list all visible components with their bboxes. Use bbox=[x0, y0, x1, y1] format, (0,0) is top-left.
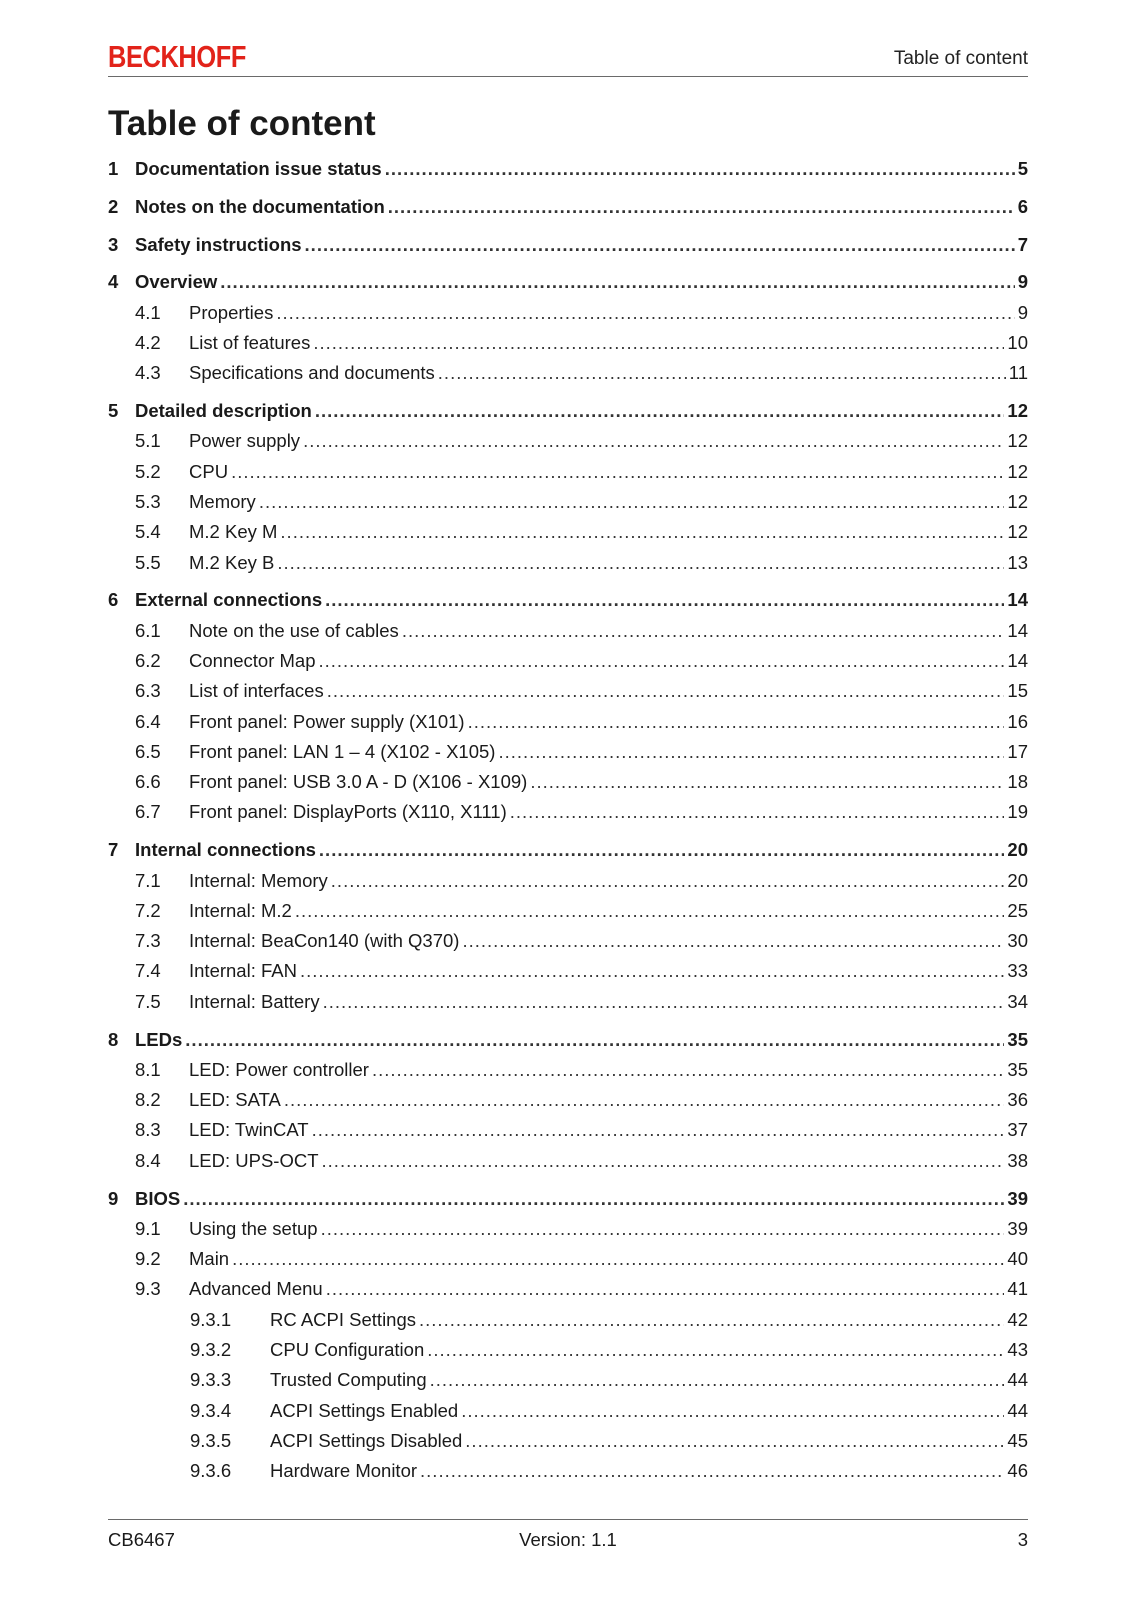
toc-leader-dots bbox=[498, 741, 1004, 763]
toc-entry-page: 35 bbox=[1007, 1028, 1028, 1050]
toc-leader-dots bbox=[465, 1430, 1004, 1452]
toc-entry-page: 17 bbox=[1007, 740, 1028, 762]
toc-entry-page: 39 bbox=[1007, 1217, 1028, 1239]
toc-leader-dots bbox=[427, 1339, 1004, 1361]
toc-entry[interactable] bbox=[108, 680, 1028, 710]
toc-leader-dots bbox=[280, 521, 1004, 543]
toc-entry-number: 9.3.3 bbox=[190, 1369, 232, 1391]
toc-entry[interactable] bbox=[108, 234, 1028, 264]
toc-entry[interactable] bbox=[108, 430, 1028, 460]
toc-entry-page: 36 bbox=[1007, 1089, 1028, 1111]
toc-leader-dots bbox=[183, 1188, 1004, 1210]
footer-version: Version: 1.1 bbox=[519, 1529, 617, 1550]
toc-entry-page: 12 bbox=[1007, 430, 1028, 452]
toc-leader-dots bbox=[315, 400, 1005, 422]
toc-entry[interactable] bbox=[108, 302, 1028, 332]
toc-entry[interactable] bbox=[108, 1339, 1028, 1369]
toc-leader-dots bbox=[319, 839, 1005, 861]
toc-entry-title: Properties bbox=[189, 301, 274, 323]
toc-entry[interactable] bbox=[108, 839, 1028, 869]
toc-entry-title: BIOS bbox=[135, 1187, 181, 1209]
toc-entry-title: Internal: BeaCon140 (with Q370) bbox=[189, 930, 460, 952]
toc-entry-title: LED: UPS-OCT bbox=[189, 1149, 319, 1171]
toc-entry-page: 16 bbox=[1007, 710, 1028, 732]
toc-entry-page: 34 bbox=[1007, 990, 1028, 1012]
toc-entry-number: 4 bbox=[108, 271, 119, 293]
toc-leader-dots bbox=[259, 491, 1005, 513]
toc-entry-number: 5.2 bbox=[135, 460, 161, 482]
toc-entry-number: 5.3 bbox=[135, 490, 161, 512]
toc-leader-dots bbox=[438, 362, 1006, 384]
toc-entry-title: Internal: Battery bbox=[189, 990, 320, 1012]
toc-entry-page: 44 bbox=[1007, 1369, 1028, 1391]
toc-entry-number: 7.4 bbox=[135, 960, 161, 982]
toc-leader-dots bbox=[323, 991, 1005, 1013]
toc-entry[interactable] bbox=[108, 461, 1028, 491]
toc-leader-dots bbox=[461, 1400, 1004, 1422]
toc-entry-page: 42 bbox=[1007, 1308, 1028, 1330]
toc-entry[interactable] bbox=[108, 400, 1028, 430]
toc-entry[interactable] bbox=[108, 1460, 1028, 1490]
toc-entry-number: 8.4 bbox=[135, 1149, 161, 1171]
toc-entry-title: List of interfaces bbox=[189, 680, 324, 702]
toc-entry-title: Power supply bbox=[189, 430, 301, 452]
toc-entry[interactable] bbox=[108, 620, 1028, 650]
toc-entry[interactable] bbox=[108, 900, 1028, 930]
toc-entry[interactable] bbox=[108, 1089, 1028, 1119]
toc-leader-dots bbox=[372, 1059, 1004, 1081]
toc-entry-title: LEDs bbox=[135, 1028, 183, 1050]
toc-leader-dots bbox=[305, 234, 1015, 256]
toc-entry-page: 9 bbox=[1017, 301, 1028, 323]
toc-entry[interactable] bbox=[108, 196, 1028, 226]
toc-entry[interactable] bbox=[108, 771, 1028, 801]
toc-entry-page: 9 bbox=[1017, 271, 1028, 293]
toc-entry-title: Internal connections bbox=[135, 839, 316, 861]
toc-leader-dots bbox=[322, 1150, 1005, 1172]
toc-entry-number: 2 bbox=[108, 195, 119, 217]
toc-leader-dots bbox=[185, 1029, 1004, 1051]
toc-entry-number: 7 bbox=[108, 839, 119, 861]
toc-entry-title: Front panel: DisplayPorts (X110, X111) bbox=[189, 801, 507, 823]
toc-entry-number: 7.5 bbox=[135, 990, 161, 1012]
toc-entry-number: 8.2 bbox=[135, 1089, 161, 1111]
toc-entry-number: 6.6 bbox=[135, 771, 161, 793]
toc-entry[interactable] bbox=[108, 960, 1028, 990]
toc-entry-number: 5.1 bbox=[135, 430, 161, 452]
toc-entry-number: 4.3 bbox=[135, 362, 161, 384]
toc-entry[interactable] bbox=[108, 491, 1028, 521]
page-title: Table of content bbox=[108, 104, 376, 143]
toc-leader-dots bbox=[468, 711, 1005, 733]
toc-leader-dots bbox=[385, 158, 1015, 180]
toc-entry-number: 6.7 bbox=[135, 801, 161, 823]
toc-entry-title: LED: Power controller bbox=[189, 1058, 369, 1080]
toc-leader-dots bbox=[303, 430, 1004, 452]
toc-entry-number: 6 bbox=[108, 589, 119, 611]
toc-entry-title: List of features bbox=[189, 331, 311, 353]
toc-entry-page: 40 bbox=[1007, 1248, 1028, 1270]
toc-leader-dots bbox=[326, 1278, 1005, 1300]
toc-leader-dots bbox=[277, 552, 1004, 574]
toc-entry-page: 39 bbox=[1007, 1187, 1028, 1209]
toc-entry-number: 8.3 bbox=[135, 1119, 161, 1141]
toc-entry-page: 20 bbox=[1007, 869, 1028, 891]
toc-entry-number: 9.3.2 bbox=[190, 1338, 232, 1360]
header-section-title: Table of content bbox=[893, 48, 1028, 69]
toc-entry-title: ACPI Settings Enabled bbox=[270, 1399, 459, 1421]
toc-entry-number: 6.3 bbox=[135, 680, 161, 702]
toc-leader-dots bbox=[388, 196, 1015, 218]
table-of-contents bbox=[108, 158, 1028, 1490]
toc-entry-page: 46 bbox=[1007, 1460, 1028, 1482]
toc-entry-title: Memory bbox=[189, 490, 256, 512]
toc-entry-title: Front panel: LAN 1 – 4 (X102 - X105) bbox=[189, 740, 496, 762]
toc-entry-number: 5.4 bbox=[135, 521, 161, 543]
toc-entry-number: 8.1 bbox=[135, 1058, 161, 1080]
toc-entry-page: 19 bbox=[1007, 801, 1028, 823]
toc-entry-title: Safety instructions bbox=[135, 233, 302, 255]
toc-entry[interactable] bbox=[108, 1248, 1028, 1278]
toc-entry-number: 1 bbox=[108, 158, 119, 179]
toc-entry-number: 9.3 bbox=[135, 1278, 161, 1300]
toc-entry-title: Front panel: Power supply (X101) bbox=[189, 710, 465, 732]
toc-entry[interactable] bbox=[108, 1150, 1028, 1180]
toc-entry-number: 6.4 bbox=[135, 710, 161, 732]
toc-entry-number: 7.2 bbox=[135, 899, 161, 921]
toc-entry-number: 9.2 bbox=[135, 1248, 161, 1270]
toc-entry[interactable] bbox=[108, 589, 1028, 619]
toc-entry[interactable] bbox=[108, 711, 1028, 741]
toc-entry-number: 9.3.1 bbox=[190, 1308, 232, 1330]
toc-entry-number: 9.3.4 bbox=[190, 1399, 232, 1421]
beckhoff-logo: BECKHOFF bbox=[108, 39, 246, 74]
toc-entry[interactable] bbox=[108, 930, 1028, 960]
page-footer bbox=[108, 1519, 1028, 1550]
toc-entry-page: 38 bbox=[1007, 1149, 1028, 1171]
toc-entry-page: 45 bbox=[1007, 1429, 1028, 1451]
toc-entry[interactable] bbox=[108, 1369, 1028, 1399]
toc-leader-dots bbox=[331, 870, 1005, 892]
toc-entry[interactable] bbox=[108, 991, 1028, 1021]
toc-leader-dots bbox=[220, 271, 1014, 293]
toc-entry-page: 12 bbox=[1007, 400, 1028, 422]
toc-entry-title: LED: SATA bbox=[189, 1089, 281, 1111]
toc-entry-title: CPU bbox=[189, 460, 229, 482]
toc-entry-title: External connections bbox=[135, 589, 323, 611]
toc-entry-page: 11 bbox=[1008, 362, 1028, 384]
toc-entry[interactable] bbox=[108, 1430, 1028, 1460]
toc-entry-number: 9.3.5 bbox=[190, 1429, 232, 1451]
toc-leader-dots bbox=[318, 650, 1004, 672]
page-header bbox=[108, 39, 1028, 77]
toc-entry[interactable] bbox=[108, 1309, 1028, 1339]
toc-entry-title: Internal: Memory bbox=[189, 869, 328, 891]
toc-leader-dots bbox=[284, 1089, 1005, 1111]
toc-leader-dots bbox=[420, 1460, 1004, 1482]
toc-leader-dots bbox=[462, 930, 1004, 952]
toc-entry[interactable] bbox=[108, 1059, 1028, 1089]
toc-leader-dots bbox=[510, 801, 1005, 823]
toc-entry-number: 3 bbox=[108, 233, 119, 255]
toc-leader-dots bbox=[295, 900, 1005, 922]
toc-entry-number: 6.2 bbox=[135, 649, 161, 671]
toc-leader-dots bbox=[231, 461, 1004, 483]
toc-entry-number: 6.5 bbox=[135, 740, 161, 762]
toc-entry-number: 8 bbox=[108, 1028, 119, 1050]
toc-entry-number: 6.1 bbox=[135, 619, 161, 641]
toc-entry-title: Connector Map bbox=[189, 649, 316, 671]
toc-entry-page: 14 bbox=[1007, 589, 1028, 611]
toc-entry[interactable] bbox=[108, 1218, 1028, 1248]
toc-entry[interactable] bbox=[108, 552, 1028, 582]
toc-entry[interactable] bbox=[108, 1400, 1028, 1430]
toc-entry-title: ACPI Settings Disabled bbox=[270, 1429, 463, 1451]
toc-leader-dots bbox=[321, 1218, 1005, 1240]
toc-entry-page: 14 bbox=[1007, 619, 1028, 641]
toc-entry-number: 5.5 bbox=[135, 551, 161, 573]
toc-entry-title: M.2 Key B bbox=[189, 551, 275, 573]
toc-entry-page: 30 bbox=[1007, 930, 1028, 952]
toc-entry-number: 9 bbox=[108, 1187, 119, 1209]
toc-leader-dots bbox=[276, 302, 1014, 324]
toc-leader-dots bbox=[430, 1369, 1005, 1391]
toc-entry-number: 7.1 bbox=[135, 869, 161, 891]
toc-entry-title: Notes on the documentation bbox=[135, 195, 385, 217]
toc-entry-page: 10 bbox=[1007, 331, 1028, 353]
toc-entry[interactable] bbox=[108, 1188, 1028, 1218]
toc-entry-page: 41 bbox=[1007, 1278, 1028, 1300]
toc-entry-page: 44 bbox=[1007, 1399, 1028, 1421]
toc-entry-title: Hardware Monitor bbox=[270, 1460, 418, 1482]
toc-entry-title: Specifications and documents bbox=[189, 362, 435, 384]
toc-entry-title: Note on the use of cables bbox=[189, 619, 399, 641]
toc-entry-title: Internal: FAN bbox=[189, 960, 297, 982]
toc-entry-title: Detailed description bbox=[135, 400, 312, 422]
toc-entry-title: Main bbox=[189, 1248, 230, 1270]
toc-entry-page: 6 bbox=[1017, 195, 1028, 217]
toc-entry-page: 7 bbox=[1017, 233, 1028, 255]
toc-entry-page: 15 bbox=[1007, 680, 1028, 702]
toc-entry-title: Internal: M.2 bbox=[189, 899, 292, 921]
toc-entry-page: 12 bbox=[1007, 521, 1028, 543]
toc-leader-dots bbox=[232, 1248, 1004, 1270]
toc-entry-page: 33 bbox=[1007, 960, 1028, 982]
toc-entry[interactable] bbox=[108, 158, 1028, 188]
toc-entry-title: Advanced Menu bbox=[189, 1278, 323, 1300]
toc-leader-dots bbox=[419, 1309, 1004, 1331]
toc-leader-dots bbox=[327, 680, 1005, 702]
toc-entry-page: 18 bbox=[1007, 771, 1028, 793]
toc-entry-page: 12 bbox=[1007, 460, 1028, 482]
toc-entry[interactable] bbox=[108, 1119, 1028, 1149]
toc-entry-title: Trusted Computing bbox=[270, 1369, 427, 1391]
toc-entry-title: CPU Configuration bbox=[270, 1338, 425, 1360]
toc-entry-page: 14 bbox=[1007, 649, 1028, 671]
toc-entry-number: 4.1 bbox=[135, 301, 161, 323]
toc-entry[interactable] bbox=[108, 870, 1028, 900]
toc-entry[interactable] bbox=[108, 1029, 1028, 1059]
toc-entry-page: 13 bbox=[1007, 551, 1028, 573]
toc-entry-page: 12 bbox=[1007, 490, 1028, 512]
toc-entry-title: Overview bbox=[135, 271, 218, 293]
toc-entry-number: 9.3.6 bbox=[190, 1460, 232, 1482]
toc-entry[interactable] bbox=[108, 362, 1028, 392]
toc-entry[interactable] bbox=[108, 741, 1028, 771]
toc-entry-number: 7.3 bbox=[135, 930, 161, 952]
toc-entry[interactable] bbox=[108, 271, 1028, 301]
toc-entry[interactable] bbox=[108, 650, 1028, 680]
toc-entry-number: 9.1 bbox=[135, 1217, 161, 1239]
toc-entry[interactable] bbox=[108, 332, 1028, 362]
toc-entry-page: 5 bbox=[1017, 158, 1028, 179]
toc-entry-page: 43 bbox=[1007, 1338, 1028, 1360]
toc-leader-dots bbox=[300, 960, 1004, 982]
toc-leader-dots bbox=[402, 620, 1005, 642]
toc-entry-title: Documentation issue status bbox=[135, 158, 382, 179]
footer-page-number: 3 bbox=[1017, 1529, 1028, 1550]
toc-entry-number: 4.2 bbox=[135, 331, 161, 353]
toc-leader-dots bbox=[530, 771, 1004, 793]
toc-leader-dots bbox=[312, 1119, 1005, 1141]
toc-entry[interactable] bbox=[108, 1278, 1028, 1308]
toc-entry-page: 25 bbox=[1007, 899, 1028, 921]
toc-leader-dots bbox=[313, 332, 1004, 354]
toc-entry-title: RC ACPI Settings bbox=[270, 1308, 417, 1330]
toc-entry-page: 35 bbox=[1007, 1058, 1028, 1080]
toc-leader-dots bbox=[325, 589, 1004, 611]
toc-entry-number: 5 bbox=[108, 400, 119, 422]
toc-entry-page: 37 bbox=[1007, 1119, 1028, 1141]
toc-entry-title: LED: TwinCAT bbox=[189, 1119, 309, 1141]
toc-entry[interactable] bbox=[108, 521, 1028, 551]
toc-entry[interactable] bbox=[108, 801, 1028, 831]
toc-entry-title: M.2 Key M bbox=[189, 521, 278, 543]
toc-entry-title: Using the setup bbox=[189, 1217, 318, 1239]
toc-entry-page: 20 bbox=[1007, 839, 1028, 861]
toc-entry-title: Front panel: USB 3.0 A - D (X106 - X109) bbox=[189, 771, 528, 793]
footer-doc-id: CB6467 bbox=[108, 1529, 175, 1550]
